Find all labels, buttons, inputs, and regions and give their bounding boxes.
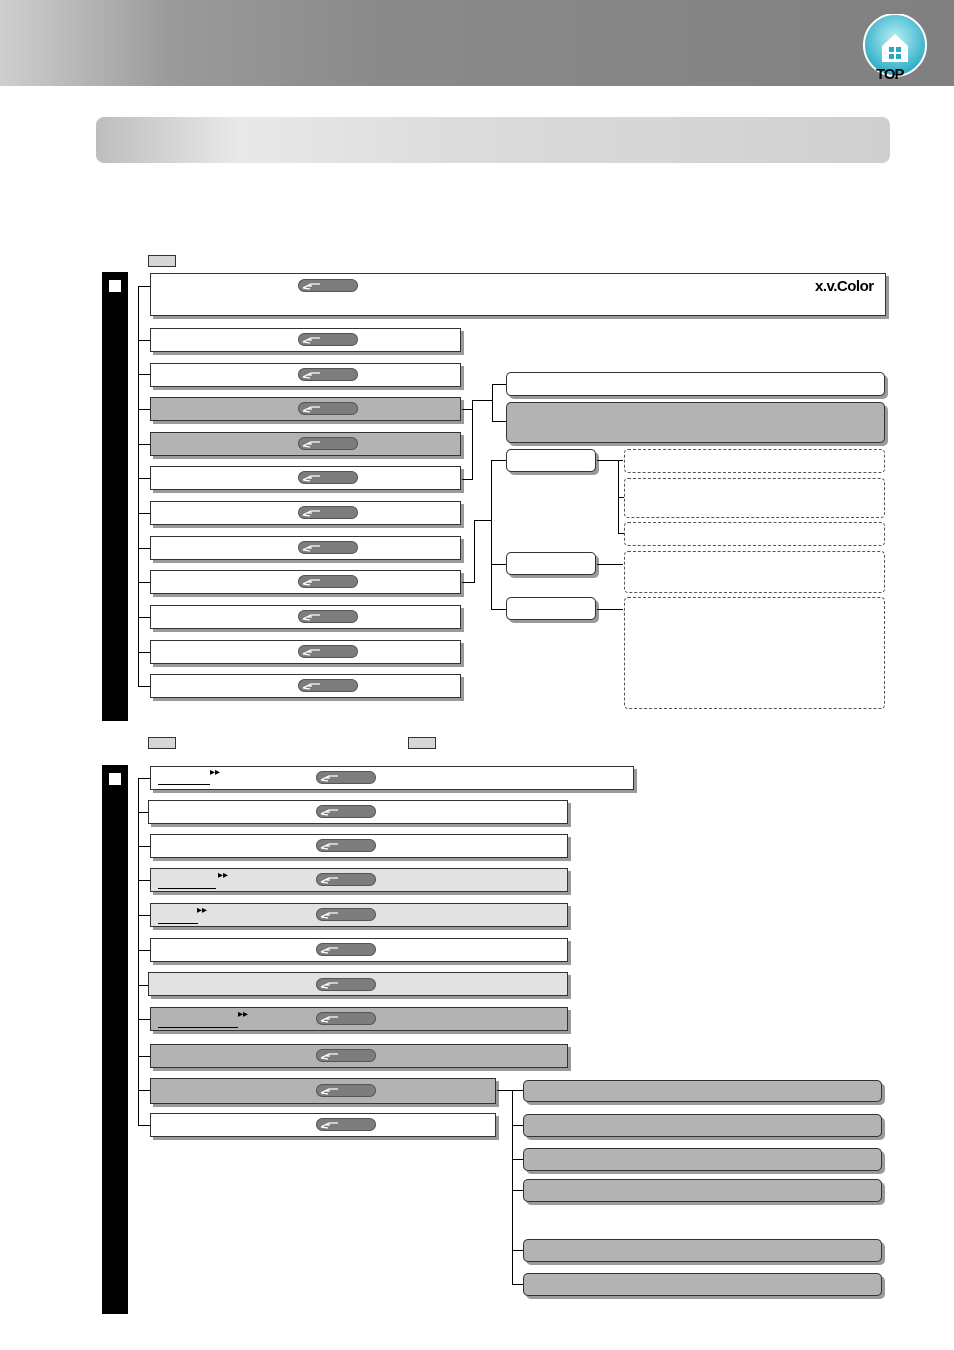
tree-branch — [138, 548, 150, 549]
menu-vertical-bar — [102, 272, 128, 721]
connector — [512, 1090, 523, 1091]
pointing-hand-icon — [302, 404, 322, 414]
reference-pill[interactable] — [298, 437, 358, 450]
pointing-hand-icon — [320, 945, 340, 955]
menu-tag — [148, 737, 176, 749]
sub-item-box[interactable] — [506, 597, 596, 620]
sub-item-box[interactable] — [506, 372, 885, 396]
double-arrow-icon: ▸▸ — [210, 767, 221, 778]
pointing-hand-icon — [302, 370, 322, 380]
tree-trunk — [138, 778, 139, 1125]
connector — [512, 1125, 523, 1126]
tree-branch — [138, 846, 150, 847]
connector — [462, 582, 474, 583]
pointing-hand-icon — [302, 335, 322, 345]
reference-pill[interactable] — [298, 575, 358, 588]
connector — [497, 1090, 512, 1091]
sub-item-box[interactable] — [506, 449, 596, 472]
reference-pill[interactable] — [316, 839, 376, 852]
reference-pill[interactable] — [298, 506, 358, 519]
connector — [512, 1159, 523, 1160]
tree-branch — [138, 1125, 150, 1126]
pointing-hand-icon — [320, 841, 340, 851]
tree-branch — [138, 374, 150, 375]
pointing-hand-icon — [302, 439, 322, 449]
reference-pill[interactable] — [298, 541, 358, 554]
link-underline — [158, 888, 216, 889]
tree-branch — [138, 686, 150, 687]
tree-branch — [138, 915, 150, 916]
connector — [512, 1284, 523, 1285]
tree-branch — [138, 444, 150, 445]
reference-pill[interactable] — [316, 943, 376, 956]
description-box — [624, 522, 885, 546]
sub-item-box[interactable] — [506, 402, 885, 443]
description-box — [624, 449, 885, 473]
section-title-bar — [96, 117, 890, 163]
description-box — [624, 597, 885, 709]
reference-pill[interactable] — [316, 771, 376, 784]
sub-item-box[interactable] — [523, 1080, 882, 1102]
pointing-hand-icon — [320, 1086, 340, 1096]
tree-branch — [138, 582, 150, 583]
reference-pill[interactable] — [298, 368, 358, 381]
description-box — [624, 551, 885, 593]
reference-pill[interactable] — [316, 1084, 376, 1097]
reference-pill[interactable] — [298, 610, 358, 623]
connector — [597, 609, 623, 610]
connector — [462, 409, 472, 410]
pointing-hand-icon — [320, 1051, 340, 1061]
reference-pill[interactable] — [298, 402, 358, 415]
connector — [474, 520, 492, 521]
reference-pill[interactable] — [298, 645, 358, 658]
reference-pill[interactable] — [298, 333, 358, 346]
reference-pill[interactable] — [316, 805, 376, 818]
tree-trunk — [138, 286, 139, 686]
connector — [491, 460, 506, 461]
menu-vertical-bar — [102, 765, 128, 1314]
menu-bar-square — [108, 772, 122, 786]
tree-branch — [138, 950, 150, 951]
pointing-hand-icon — [302, 577, 322, 587]
connector — [472, 400, 473, 480]
sub-item-box[interactable] — [523, 1179, 882, 1202]
reference-pill[interactable] — [298, 471, 358, 484]
sub-item-box[interactable] — [523, 1273, 882, 1296]
tree-branch — [138, 513, 150, 514]
menu-item-box[interactable] — [150, 766, 634, 790]
connector — [491, 460, 492, 610]
connector — [597, 460, 623, 461]
pointing-hand-icon — [320, 1014, 340, 1024]
menu-tag — [148, 255, 176, 267]
pointing-hand-icon — [302, 543, 322, 553]
reference-pill[interactable] — [316, 873, 376, 886]
top-label: TOP — [876, 66, 904, 83]
menu-tag — [408, 737, 436, 749]
tree-branch — [138, 1019, 150, 1020]
double-arrow-icon: ▸▸ — [197, 905, 208, 916]
connector — [512, 1190, 523, 1191]
page-header — [0, 0, 954, 86]
reference-pill[interactable] — [316, 908, 376, 921]
pointing-hand-icon — [302, 647, 322, 657]
description-box — [624, 478, 885, 518]
connector — [462, 479, 472, 480]
connector — [491, 564, 506, 565]
pointing-hand-icon — [320, 980, 340, 990]
tree-branch — [138, 617, 150, 618]
reference-pill[interactable] — [316, 1049, 376, 1062]
pointing-hand-icon — [320, 807, 340, 817]
double-arrow-icon: ▸▸ — [218, 870, 229, 881]
connector — [512, 1250, 523, 1251]
connector — [472, 400, 492, 401]
connector — [512, 1090, 513, 1284]
sub-item-box[interactable] — [506, 552, 596, 575]
connector — [492, 384, 506, 385]
tree-branch — [138, 778, 150, 779]
reference-pill[interactable] — [316, 1012, 376, 1025]
tree-branch — [138, 409, 150, 410]
connector — [492, 384, 493, 422]
tree-branch — [138, 340, 150, 341]
sub-item-box[interactable] — [523, 1114, 882, 1137]
sub-item-box[interactable] — [523, 1239, 882, 1262]
pointing-hand-icon — [302, 473, 322, 483]
pointing-hand-icon — [302, 681, 322, 691]
pointing-hand-icon — [302, 281, 322, 291]
link-underline — [158, 784, 210, 785]
menu-bar-square — [108, 279, 122, 293]
tree-branch — [138, 1090, 150, 1091]
connector — [492, 421, 506, 422]
sub-item-box[interactable] — [523, 1148, 882, 1171]
xv-color-badge: x.v.Color — [815, 278, 874, 295]
tree-branch — [138, 812, 148, 813]
tree-branch — [138, 985, 148, 986]
pointing-hand-icon — [320, 1120, 340, 1130]
pointing-hand-icon — [320, 773, 340, 783]
pointing-hand-icon — [320, 910, 340, 920]
menu-item-box[interactable] — [150, 273, 886, 316]
pointing-hand-icon — [320, 875, 340, 885]
connector — [597, 564, 623, 565]
tree-branch — [138, 880, 150, 881]
reference-pill[interactable] — [298, 279, 358, 292]
pointing-hand-icon — [302, 612, 322, 622]
reference-pill[interactable] — [316, 1118, 376, 1131]
link-underline — [158, 923, 198, 924]
reference-pill[interactable] — [298, 679, 358, 692]
top-button[interactable] — [862, 14, 928, 83]
pointing-hand-icon — [302, 508, 322, 518]
link-underline — [158, 1027, 238, 1028]
tree-branch — [138, 286, 150, 287]
tree-branch — [138, 1056, 150, 1057]
tree-branch — [138, 478, 150, 479]
connector — [474, 520, 475, 583]
connector — [491, 609, 506, 610]
reference-pill[interactable] — [316, 978, 376, 991]
double-arrow-icon: ▸▸ — [238, 1009, 249, 1020]
tree-branch — [138, 652, 150, 653]
